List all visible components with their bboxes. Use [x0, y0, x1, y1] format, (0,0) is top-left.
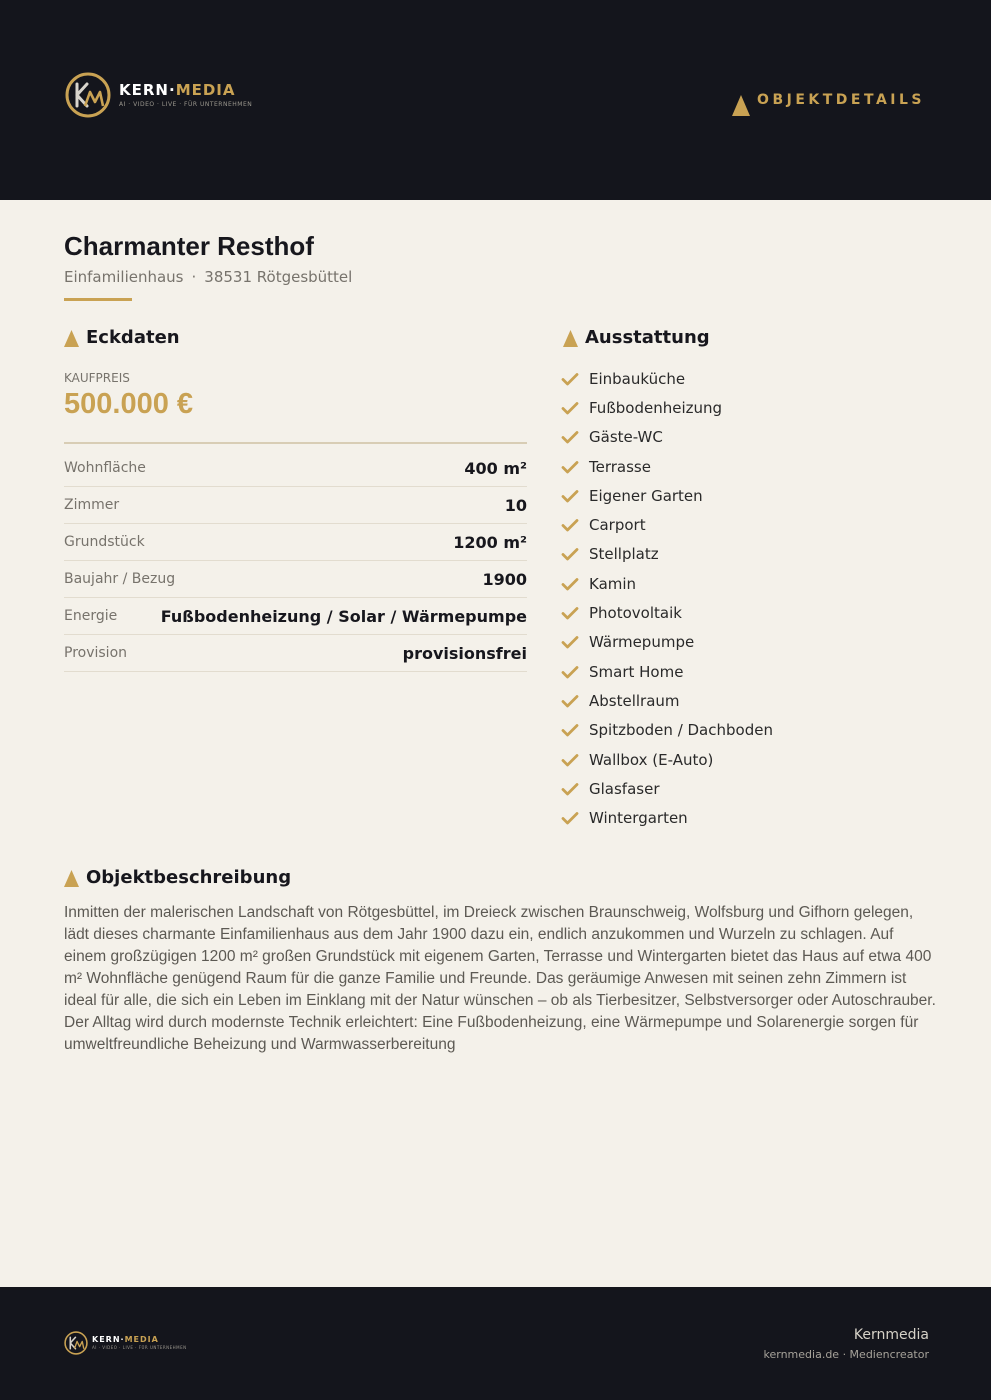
feature-item [561, 569, 773, 598]
feature-label: Glasfaser [589, 779, 660, 798]
feature-label: Terrasse [589, 457, 651, 476]
price-divider [64, 442, 527, 444]
check-icon [561, 460, 579, 474]
fact-label: Grundstück [64, 534, 145, 550]
logo-tagline: AI · VIDEO · LIVE · FÜR UNTERNEHMEN [119, 100, 253, 108]
fact-label: Provision [64, 645, 128, 661]
logo-wordmark: KERN·MEDIA [92, 1335, 159, 1344]
feature-label: Abstellraum [589, 691, 680, 710]
check-icon [561, 430, 579, 444]
check-icon [561, 489, 579, 503]
feature-item [561, 481, 773, 510]
feature-label: Wärmepumpe [589, 633, 695, 652]
feature-label: Fußbodenheizung [589, 398, 723, 417]
feature-item [561, 423, 773, 452]
feature-item [561, 510, 773, 539]
price-value: 500.000 € [64, 388, 194, 420]
fact-label: Wohnfläche [64, 460, 146, 476]
ausstattung-heading [563, 327, 710, 348]
header-label: OBJEKTDETAILS [757, 92, 925, 108]
beschreibung-heading [64, 867, 291, 888]
fact-value: provisionsfrei [402, 643, 527, 663]
feature-item [561, 393, 773, 422]
feature-label: Eigener Garten [589, 486, 703, 505]
check-icon [561, 811, 579, 825]
section-title: Objektbeschreibung [86, 867, 292, 888]
fact-label: Baujahr / Bezug [64, 571, 176, 587]
fact-row [64, 635, 527, 672]
check-icon [561, 547, 579, 561]
feature-item [561, 628, 773, 657]
section-title: Eckdaten [86, 327, 180, 348]
title-underline [64, 298, 132, 301]
fact-row [64, 598, 527, 635]
feature-label: Gäste-WC [589, 428, 663, 447]
section-title: Ausstattung [585, 327, 710, 348]
feature-item [561, 686, 773, 715]
feature-label: Wintergarten [589, 809, 688, 828]
page-title: Charmanter Resthof [64, 231, 314, 261]
header-badge [732, 92, 925, 116]
logo-wordmark: KERN·MEDIA [119, 80, 236, 99]
feature-item [561, 716, 773, 745]
feature-item [561, 774, 773, 803]
feature-item [561, 657, 773, 686]
feature-label: Einbauküche [589, 369, 686, 388]
fact-value: 1900 [482, 569, 527, 589]
triangle-icon [64, 870, 79, 887]
feature-label: Spitzboden / Dachboden [589, 721, 773, 740]
features-list [561, 364, 773, 833]
eckdaten-heading [64, 327, 180, 348]
km-logo-icon [63, 70, 113, 120]
triangle-icon [563, 330, 578, 347]
check-icon [561, 723, 579, 737]
check-icon [561, 518, 579, 532]
fact-value: 10 [504, 495, 527, 515]
check-icon [561, 401, 579, 415]
check-icon [561, 577, 579, 591]
fact-label: Energie [64, 608, 118, 624]
feature-label: Photovoltaik [589, 604, 682, 623]
fact-value: Fußbodenheizung / Solar / Wärmepumpe [160, 606, 527, 626]
fact-row [64, 561, 527, 598]
feature-label: Carport [589, 516, 646, 535]
check-icon [561, 753, 579, 767]
facts-table [64, 450, 527, 672]
triangle-icon [732, 95, 750, 116]
feature-label: Wallbox (E-Auto) [589, 750, 714, 769]
logo-tagline: AI · VIDEO · LIVE · FÜR UNTERNEHMEN [92, 1345, 187, 1350]
feature-label: Stellplatz [589, 545, 659, 564]
check-icon [561, 635, 579, 649]
subtitle-separator: · [191, 268, 197, 286]
header-logo [63, 70, 252, 120]
feature-item [561, 364, 773, 393]
footer-meta: kernmedia.de · Mediencreator [763, 1348, 929, 1361]
feature-label: Kamin [589, 574, 637, 593]
fact-label: Zimmer [64, 497, 120, 513]
triangle-icon [64, 330, 79, 347]
feature-item [561, 803, 773, 832]
fact-row [64, 487, 527, 524]
page-subtitle [64, 268, 352, 286]
fact-row [64, 450, 527, 487]
feature-item [561, 540, 773, 569]
km-logo-icon [63, 1330, 89, 1356]
check-icon [561, 372, 579, 386]
feature-item [561, 745, 773, 774]
feature-item [561, 598, 773, 627]
property-type: Einfamilienhaus [64, 268, 184, 286]
check-icon [561, 694, 579, 708]
price-label: KAUFPREIS [64, 371, 130, 385]
check-icon [561, 782, 579, 796]
fact-value: 1200 m² [453, 532, 527, 552]
check-icon [561, 606, 579, 620]
description-text: Inmitten der malerischen Landschaft von Rötgesbüttel, im Dreieck zwischen Braunschweig, Wolfsburg und Gifhorn gelegen, lädt dieses charmante Einfamilienhaus aus dem Jahr 1900 dazu ein, endlich anzukommen und Wurzeln zu schlagen. Auf einem großzügigen 1200 m² großen Grundstück mit eigenem Garten, Terrasse und Wintergarten bietet das Haus auf etwa 400 m² Wohnfläche genügend Raum für die ganze Familie und Freunde. Das geräumige Anwesen mit seinen zehn Zimmern ist ideal für alle, die sich ein Leben im Einklang mit der Natur wünschen – ob als Tierbesitzer, Selbstversorger oder Autoschrauber. Der Alltag wird durch modernste Technik erleichtert: Eine Fußbodenheizung, eine Wärmepumpe und Solarenergie sorgen für umweltfreundliche Beheizung und Warmwasserbereitung [64, 904, 936, 1053]
check-icon [561, 665, 579, 679]
footer-logo [63, 1330, 187, 1356]
property-location: 38531 Rötgesbüttel [204, 268, 353, 286]
feature-label: Smart Home [589, 662, 684, 681]
fact-value: 400 m² [464, 458, 527, 478]
fact-row [64, 524, 527, 561]
footer-company: Kernmedia [853, 1327, 929, 1343]
feature-item [561, 452, 773, 481]
